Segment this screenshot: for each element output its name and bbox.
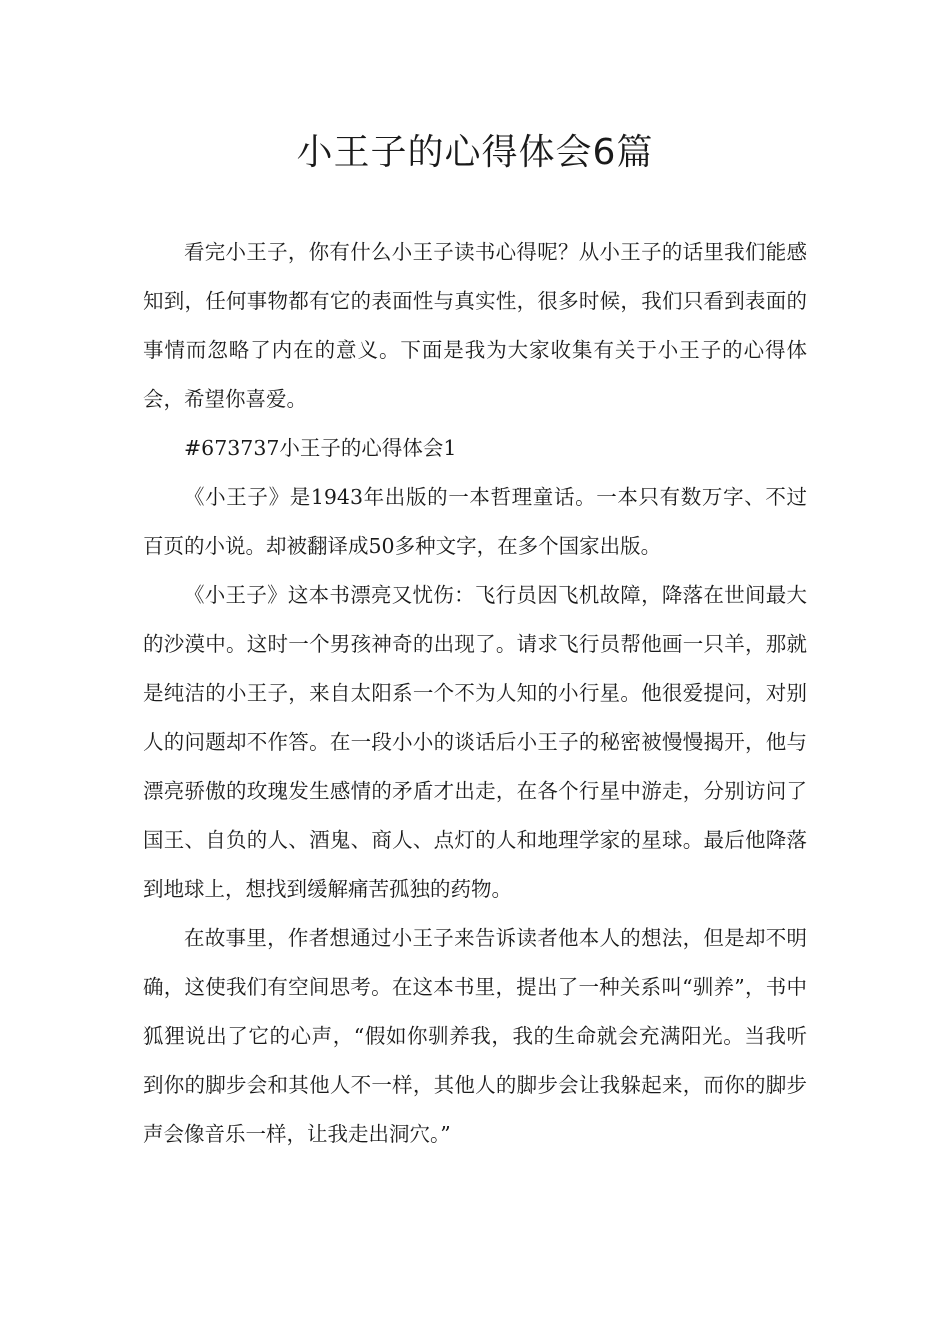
document-body	[143, 228, 807, 1159]
intro-paragraph: 看完小王子，你有什么小王子读书心得呢？从小王子的话里我们能感知到，任何事物都有它的表面性与真实性，很多时候，我们只看到表面的事情而忽略了内在的意义。下面是我为大家收集有关于小王子的心得体会，希望你喜爱。	[143, 240, 807, 411]
body-paragraph: 《小王子》这本书漂亮又忧伤：飞行员因飞机故障，降落在世间最大的沙漠中。这时一个男孩神奇的出现了。请求飞行员帮他画一只羊，那就是纯洁的小王子，来自太阳系一个不为人知的小行星。他很爱提问，对别人的问题却不作答。在一段小小的谈话后小王子的秘密被慢慢揭开，他与漂亮骄傲的玫瑰发生感情的矛盾才出走，在各个行星中游走，分别访问了国王、自负的人、酒鬼、商人、点灯的人和地理学家的星球。最后他降落到地球上，想找到缓解痛苦孤独的药物。	[143, 583, 807, 901]
document-title: 小王子的心得体会6篇	[296, 132, 654, 173]
body-paragraph: 《小王子》是1943年出版的一本哲理童话。一本只有数万字、不过百页的小说。却被翻译成50多种文字，在多个国家出版。	[143, 485, 807, 558]
section-heading: #673737小王子的心得体会1	[184, 436, 457, 460]
body-paragraph: 在故事里，作者想通过小王子来告诉读者他本人的想法，但是却不明确，这使我们有空间思考。在这本书里，提出了一种关系叫“驯养”，书中狐狸说出了它的心声，“假如你驯养我，我的生命就会充满阳光。当我听到你的脚步会和其他人不一样，其他人的脚步会让我躲起来，而你的脚步声会像音乐一样，让我走出洞穴。”	[143, 926, 807, 1146]
